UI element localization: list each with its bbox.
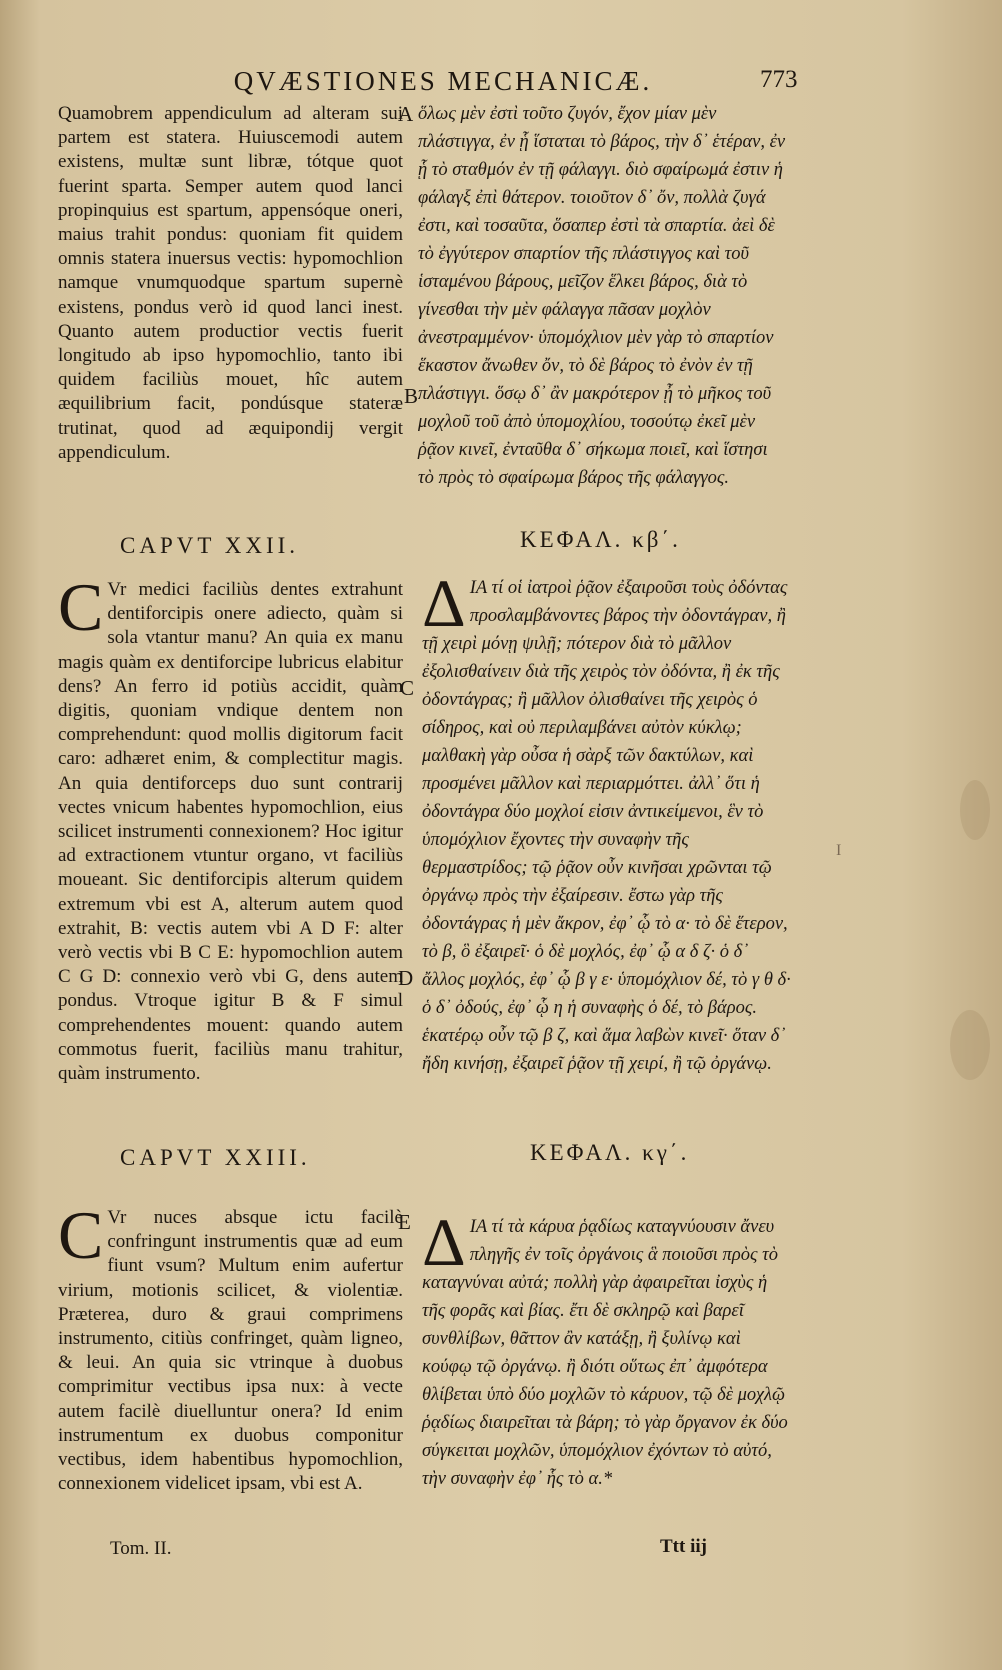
drop-cap-letter: Δ [422,1204,466,1280]
running-head: QVÆSTIONES MECHANICÆ. [233,66,653,96]
greek-paragraph: ΙΑ τί τὰ κάρυα ῥᾳδίως καταγνύουσιν ἄνευ πληγῆς ἐν τοῖς ὀργάνοις ἃ ποιοῦσι πρὸς τὸ καταγνύναι αὐτά; πολλὴ γὰρ ἀφαιρεῖται ἰσχὺς ἡ τῆς φορᾶς καὶ βίας. ἔτι δὲ σκληρῷ καὶ βαρεῖ συνθλίβων, θᾶττον ἂν κατάξῃ, ἢ ξυλίνῳ καὶ κούφῳ τῷ ὀργάνῳ. ἢ διότι οὕτως ἐπ᾽ ἀμφότερα θλίβεται ὑπὸ δύο μοχλῶν τὸ κάρυον, τῷ δὲ μοχλῷ ῥᾳδίως διαιρεῖται τὰ βάρη; τὸ γὰρ ὄργανον ἐκ δύο σύγκειται μοχλῶν, ὑπομόχλιον ἐχόντων τὸ αὐτό, τὴν συναφὴν ἐφ᾽ ἧς τὸ α.* [422,1217,788,1489]
page-number: 773 [760,66,798,93]
latin-paragraph: Quamobrem appendiculum ad alteram sui partem est statera. Huiuscemodi autem existens, multæ sunt libræ, tótque quot fuerint sparta. Semper autem quod lanci propinquius est spartum, appensóque oneri, maius trahit pondus: quoniam fit quidem omnis statera inuersus vectis: hypomochlion namque vnumquodque spartum supernè existens, pondus verò id quod lanci inest. Quanto autem productior vectis fuerit longitudo ab ipso hypomochlio, tanto ibi quidem faciliùs mouet, hîc autem æquilibrium facit, pondúsque stateræ trutinat, quod ad æquipondij vergit appendiculum. [58,103,403,463]
greek-paragraph: ὅλως μὲν ἐστὶ τοῦτο ζυγόν, ἔχον μίαν μὲν πλάστιγγα, ἐν ᾗ ἵσταται τὸ βάρος, τὴν δ᾽ ἑτέραν, ἐν ᾗ τὸ σταθμόν ἐν τῇ φάλαγγι. διὸ σφαίρωμά ἐστιν ἡ φάλαγξ ἐπὶ θάτερον. τοιοῦτον δ᾽ ὄν, πολλὰ ζυγά ἐστι, καὶ τοσαῦτα, ὅσαπερ ἐστὶ τὰ σπαρτία. ἀεὶ δὲ τὸ ἐγγύτερον σπαρτίον τῆς πλάστιγγος καὶ τοῦ ἱσταμένου βάρους, μεῖζον ἕλκει βάρος, διὰ τὸ γίνεσθαι τὴν μὲν φάλαγγα πᾶσαν μοχλὸν ἀνεστραμμένον· ὑπομόχλιον μὲν γὰρ τὸ σπαρτίον ἕκαστον ἄνωθεν ὄν, τὸ δὲ βάρος τὸ ἐνὸν ἐν τῇ πλάστιγγι. ὅσῳ δ᾽ ἂν μακρότερον ᾖ τὸ μῆκος τοῦ μοχλοῦ τοῦ ἀπὸ ὑπομοχλίου, τοσούτῳ ἐκεῖ μὲν ῥᾷον κινεῖ, ἐνταῦθα δ᾽ σήκωμα ποιεῖ, καὶ ἵστησι τὸ πρὸς τὸ σφαίρωμα βάρος τῆς φάλαγγος. [418,104,786,488]
margin-letter-a: A [398,102,414,126]
edge-mark: I [836,842,842,859]
drop-cap-letter: C [58,569,104,645]
margin-letter-b: B [404,384,419,408]
greek-column-block-1 [418,100,788,492]
greek-chapter-heading-23: ΚΕΦΑΛ. κγ΄. [530,1140,690,1165]
greek-paragraph: ΙΑ τί οἱ ἰατροὶ ῥᾷον ἐξαιροῦσι τοὺς ὀδόντας προσλαμβάνοντες βάρος τὴν ὀδοντάγραν, ἢ τῇ χειρὶ μόνῃ ψιλῇ; πότερον διὰ τὸ μᾶλλον ἐξολισθαίνειν διὰ τῆς χειρὸς τὸν ὀδόντα, ἢ ἐκ τῆς ὀδοντάγρας; ἢ μᾶλλον ὀλισθαίνει τῆς χειρὸς ὁ σίδηρος, καὶ οὐ περιλαμβάνει αὐτὸν κύκλῳ; μαλθακὴ γὰρ οὖσα ἡ σὰρξ τῶν δακτύλων, καὶ προσμένει μᾶλλον καὶ περιαρμόττει. ἀλλ᾽ ὅτι ἡ ὀδοντάγρα δύο μοχλοί εἰσιν ἀντικείμενοι, ἓν τὸ ὑπομόχλιον ἔχοντες τὴν συναφὴν τῆς θερμαστρίδος; τῷ ῥᾷον οὖν κινῆσαι χρῶνται τῷ ὀργάνῳ πρὸς τὴν ἐξαίρεσιν. ἔστω γὰρ τῆς ὀδοντάγρας ἡ μὲν ἄκρον, ἐφ᾽ ᾧ τὸ α· τὸ δὲ ἕτερον, τὸ β, ὃ ἐξαιρεῖ· ὁ δὲ μοχλός, ἐφ᾽ ᾧ α δ ζ· ὁ δ᾽ ἄλλος μοχλός, ἐφ᾽ ᾧ β γ ε· ὑπομόχλιον δέ, τὸ γ θ δ· ὁ δ᾽ ὀδούς, ἐφ᾽ ᾧ η ἡ συναφὴς ὁ δέ, τὸ βάρος. ἑκατέρῳ οὖν τῷ β ζ, καὶ ἅμα λαβὼν κινεῖ· ὅταν δ᾽ ἤδη κινήσῃ, ἐξαιρεῖ ῥᾷον τῇ χειρί, ἢ τῷ ὀργάνῳ. [422,578,791,1074]
paper-stain [950,1010,990,1080]
latin-column-block-1 [58,102,403,465]
greek-chapter-heading-22: ΚΕΦΑΛ. κβ΄. [520,527,681,552]
volume-marker: Tom. II. [110,1538,172,1559]
latin-column-block-3 [58,1197,403,1496]
latin-paragraph: Vr nuces absque ictu facilè confringunt instrumentis quæ ad eum fiunt vsum? Multum enim aufertur virium, motionis scilicet, & violentiæ. Præterea, duro & graui comprimens instrumento, citiùs confringet, quàm ligneo, & leui. An quia sic vtrinque à duobus comprimitur vectibus ipsa nux: à vecte autem facilè diuelluntur onera? Id enim instrumentum ex duobus componitur vectibus, idem habentibus hypomochlion, connexionem videlicet ipsam, vbi est A. [58,1207,403,1495]
margin-letter-c: C [400,676,415,700]
greek-column-block-3 [422,1204,792,1493]
latin-chapter-heading-22: CAPVT XXII. [120,533,300,558]
greek-column-block-2 [422,565,792,1078]
latin-chapter-heading-23: CAPVT XXIII. [120,1145,311,1170]
signature-mark: Ttt iij [660,1536,707,1557]
latin-column-block-2 [58,569,403,1086]
margin-letter-e: E [398,1210,411,1234]
margin-letter-d: D [398,966,414,990]
latin-paragraph: Vr medici faciliùs dentes extrahunt dentiforcipis onere adiecto, quàm si sola vtantur manu? An quia ex manu magis quàm ex dentiforcipe lubricus elabitur dens? An ferro id potiùs accidit, quàm digitis, quoniam vndique dentem non comprehendunt: quod mollis digitorum facit caro: adhæret enim, & complectitur magis. An quia dentiforceps duo sunt contrarij vectes vnicum habentes hypomochlion, eius scilicet instrumenti connexionem? Hoc igitur ad extractionem vtuntur organo, vt faciliùs moueant. Sic dentiforcipis alterum quidem extremum vbi est A, alterum autem quod extrahit, B: vectis autem vbi A D F: alter verò vectis vbi B C E: hypomochlion autem C G D: connexio verò vbi G, dens autem pondus. Vtroque igitur B & F simul comprehendentes mouent: quando autem commotus fuerit, faciliùs manu trahitur, quàm instrumento. [58,579,403,1085]
drop-cap-letter: Δ [422,565,466,641]
paper-stain [960,780,990,840]
drop-cap-letter: C [58,1197,104,1273]
